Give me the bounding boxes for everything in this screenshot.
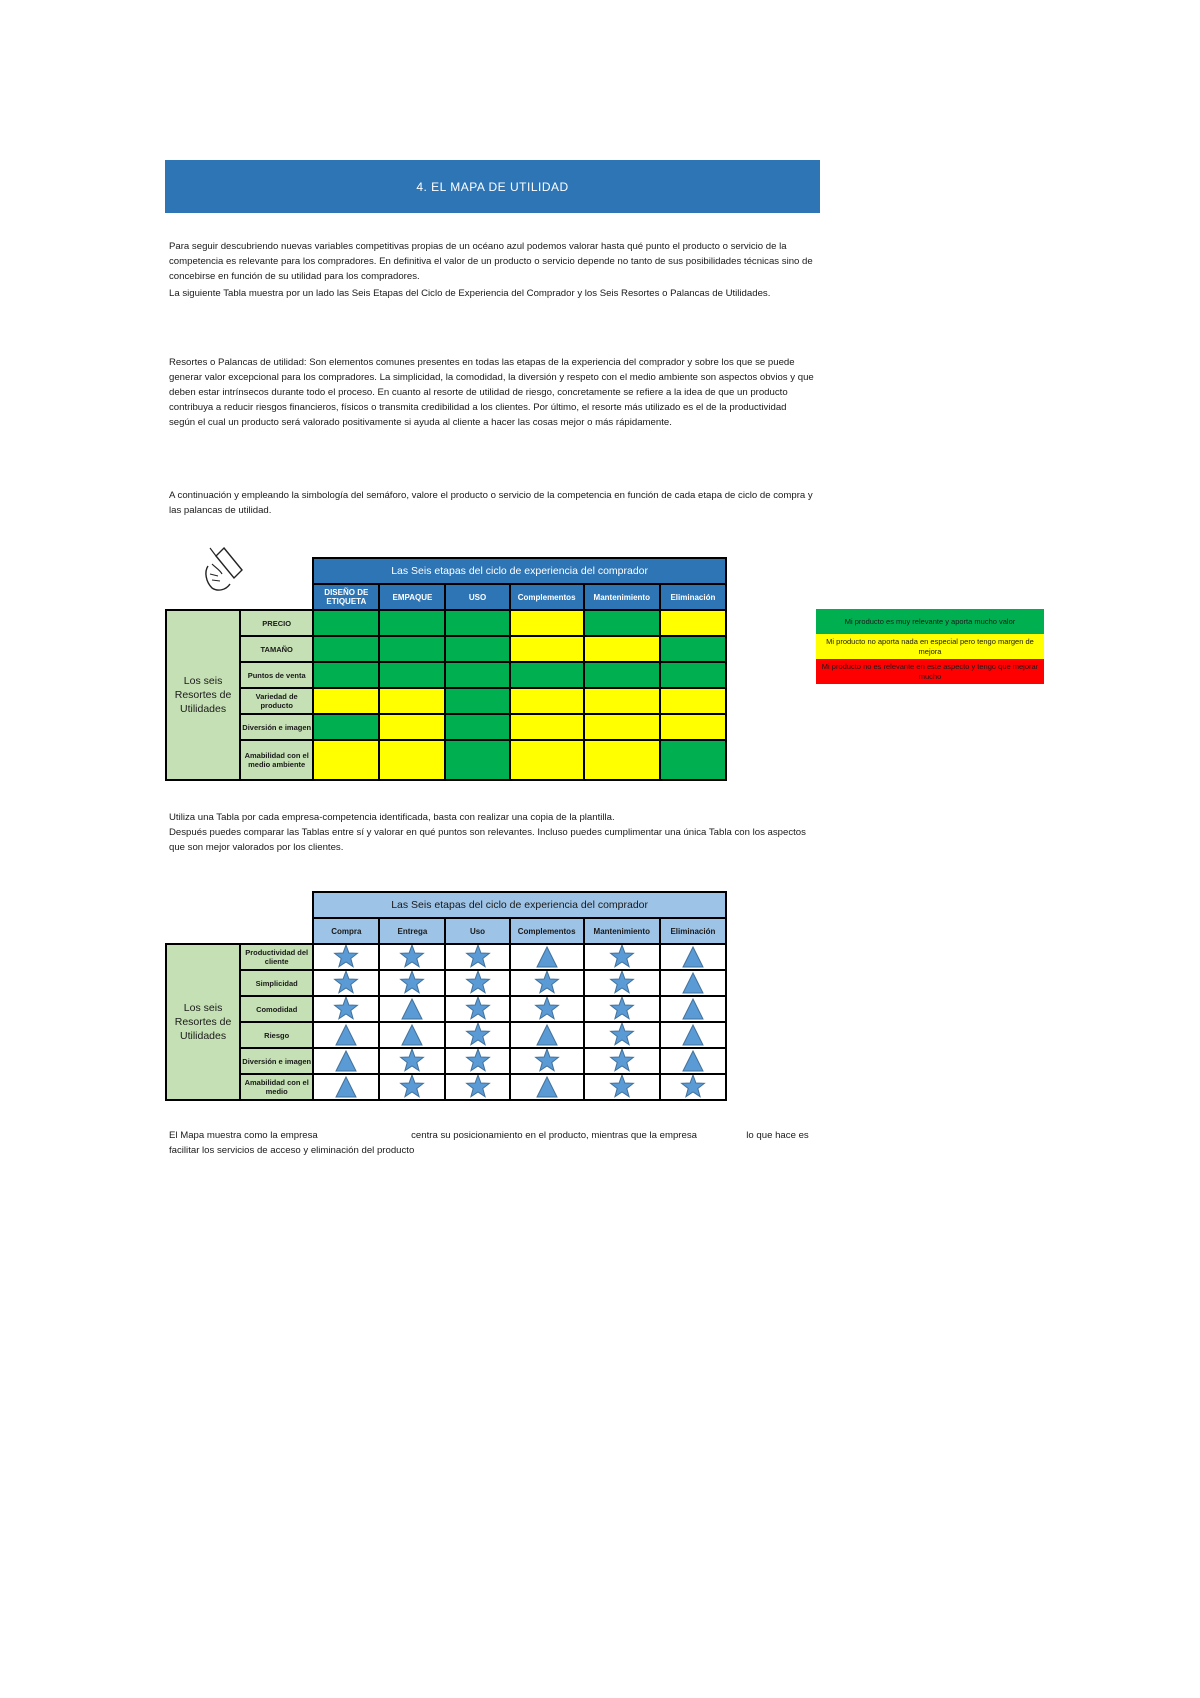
table1-col-header: EMPAQUE <box>379 584 445 610</box>
table2-cell[interactable] <box>379 996 445 1022</box>
star-icon <box>608 1049 636 1073</box>
semaforo-text <box>169 488 814 520</box>
table1-cell-yellow[interactable] <box>379 740 445 780</box>
table2-cell[interactable] <box>584 970 660 996</box>
table1-cell-green[interactable] <box>660 662 726 688</box>
table1-group-label: Los seis Resortes de Utilidades <box>166 610 240 780</box>
intro-text <box>169 239 814 303</box>
star-icon <box>464 971 492 995</box>
table1-cell-green[interactable] <box>379 662 445 688</box>
table1-col-header: USO <box>445 584 509 610</box>
table1-cell-green[interactable] <box>445 740 509 780</box>
table1-cell-green[interactable] <box>510 662 584 688</box>
table1-row-label: Diversión e imagen <box>240 714 313 740</box>
table1-col-header: Eliminación <box>660 584 726 610</box>
table2-cell[interactable] <box>379 1074 445 1100</box>
table2-row-label: Riesgo <box>240 1022 313 1048</box>
star-icon <box>608 1023 636 1047</box>
star-icon <box>464 1049 492 1073</box>
table2-cell[interactable] <box>445 1022 509 1048</box>
table2-row <box>166 1022 726 1048</box>
table1-cell-green[interactable] <box>445 636 509 662</box>
table2-col-header: Entrega <box>379 918 445 944</box>
table2-cell[interactable] <box>510 944 584 970</box>
table1-cell-green[interactable] <box>313 636 379 662</box>
table2-row-label: Simplicidad <box>240 970 313 996</box>
table1-col-header: Mantenimiento <box>584 584 660 610</box>
triangle-icon <box>332 1075 360 1099</box>
table1-cell-green[interactable] <box>379 610 445 636</box>
table2-cell[interactable] <box>313 970 379 996</box>
star-icon <box>533 1049 561 1073</box>
table1-row <box>166 610 726 636</box>
table2-cell[interactable] <box>660 1048 726 1074</box>
table2-cell[interactable] <box>313 944 379 970</box>
table1-cell-yellow[interactable] <box>660 688 726 714</box>
legend-text: Mi producto es muy relevante y aporta mucho valor <box>844 616 1016 626</box>
table1-cell-yellow[interactable] <box>510 714 584 740</box>
table2-cell[interactable] <box>660 970 726 996</box>
resortes-paragraph: Resortes o Palancas de utilidad: Son elementos comunes presentes en todas las etapas de la experiencia del comprador y sobre los que se puede generar valor excepcional para los compradores. La simplicidad, la comodidad, la diversión y respeto con el medio ambiente son aspectos obvios y que deben estar intrínsecos durante todo el proceso. En cuanto al resorte de utilidad de riesgo, concretamente se refiere a la idea de que un producto contribuya a reducir riesgos financieros, físicos o transmita credibilidad a los clientes. Por último, el resorte más utilizado es el de la productividad según el cual un producto será valorado positivamente si ayuda al cliente a hacer las cosas mejor o más rápidamente. <box>169 357 814 428</box>
table1-row-label: Amabilidad con el medio ambiente <box>240 740 313 780</box>
star-icon <box>398 945 426 969</box>
footer-part-3: lo que hace es <box>746 1130 809 1141</box>
usage-line-1: Utiliza una Tabla por cada empresa-competencia identificada, basta con realizar una copia de la plantilla. <box>169 812 615 823</box>
triangle-icon <box>533 1023 561 1047</box>
table2-cell[interactable] <box>510 996 584 1022</box>
intro-paragraph-1: Para seguir descubriendo nuevas variables competitivas propias de un océano azul podemos valorar hasta qué punto el producto o servicio de la competencia es relevante para los compradores. En definitiva el valor de un producto o servicio depende no tanto de sus posibilidades técnicas sino de concebirse en función de su utilidad para los compradores. <box>169 241 813 282</box>
table2-cell[interactable] <box>379 970 445 996</box>
table1-cell-green[interactable] <box>660 740 726 780</box>
table1-cell-green[interactable] <box>445 610 509 636</box>
table2-cell[interactable] <box>584 1048 660 1074</box>
table1-cell-green[interactable] <box>445 714 509 740</box>
table1-cell-yellow[interactable] <box>313 688 379 714</box>
table1-cell-green[interactable] <box>584 610 660 636</box>
table1-cell-yellow[interactable] <box>510 636 584 662</box>
triangle-icon <box>332 1049 360 1073</box>
table1-cell-yellow[interactable] <box>313 740 379 780</box>
table2-cell[interactable] <box>510 970 584 996</box>
table1-cell-green[interactable] <box>660 636 726 662</box>
table2-cell[interactable] <box>313 1022 379 1048</box>
table1-cell-green[interactable] <box>584 662 660 688</box>
table2-cell[interactable] <box>445 1074 509 1100</box>
semaforo-paragraph: A continuación y empleando la simbología del semáforo, valore el producto o servicio de la competencia en función de cada etapa de ciclo de compra y las palancas de utilidad. <box>169 490 813 516</box>
footer-text <box>169 1128 819 1158</box>
table2-cell[interactable] <box>510 1048 584 1074</box>
star-icon <box>464 997 492 1021</box>
star-icon <box>608 945 636 969</box>
footer-line-2: facilitar los servicios de acceso y eliminación del producto <box>169 1145 415 1156</box>
usage-line-2: Después puedes comparar las Tablas entre sí y valorar en qué puntos son relevantes. Incluso puedes cumplimentar una única Tabla con los aspectos que son mejor valorados por los clientes. <box>169 827 806 853</box>
table2-row <box>166 1074 726 1100</box>
table2-cell[interactable] <box>660 1022 726 1048</box>
triangle-icon <box>679 1023 707 1047</box>
legend-item-yellow <box>816 634 1044 659</box>
triangle-icon <box>679 1049 707 1073</box>
table1-cell-yellow[interactable] <box>584 740 660 780</box>
triangle-icon <box>679 945 707 969</box>
table2-col-header: Mantenimiento <box>584 918 660 944</box>
table1-cell-green[interactable] <box>313 662 379 688</box>
table2-cell[interactable] <box>313 1048 379 1074</box>
table1-cell-yellow[interactable] <box>584 688 660 714</box>
table1-cell-yellow[interactable] <box>510 610 584 636</box>
star-icon <box>332 945 360 969</box>
triangle-icon <box>398 997 426 1021</box>
table2-cell[interactable] <box>445 996 509 1022</box>
table1-cell-yellow[interactable] <box>379 714 445 740</box>
legend-text: Mi producto no es relevante en este aspecto y tengo que mejorar mucho <box>821 661 1039 681</box>
table2-row <box>166 996 726 1022</box>
table2-col-header: Complementos <box>510 918 584 944</box>
utility-map-table-symbols <box>165 891 727 1101</box>
table1-row-label: PRECIO <box>240 610 313 636</box>
table1-row <box>166 636 726 662</box>
table1-cell-green[interactable] <box>445 688 509 714</box>
table2-col-header: Uso <box>445 918 509 944</box>
footer-part-1: El Mapa muestra como la empresa <box>169 1130 318 1141</box>
table2-cell[interactable] <box>313 1074 379 1100</box>
table1-col-header: Complementos <box>510 584 584 610</box>
table2-row-label: Comodidad <box>240 996 313 1022</box>
table2-cell[interactable] <box>510 1022 584 1048</box>
triangle-icon <box>398 1023 426 1047</box>
triangle-icon <box>679 971 707 995</box>
legend <box>816 609 1044 684</box>
table2-row <box>166 970 726 996</box>
table2-col-header: Compra <box>313 918 379 944</box>
table2-group-label: Los seis Resortes de Utilidades <box>166 944 240 1100</box>
table2-cell[interactable] <box>584 996 660 1022</box>
star-icon <box>608 997 636 1021</box>
table2-cell[interactable] <box>660 944 726 970</box>
table2-cell[interactable] <box>445 1048 509 1074</box>
table1-row-label: Variedad de producto <box>240 688 313 714</box>
table2-cell[interactable] <box>584 1074 660 1100</box>
table1-col-header: DISEÑO DE ETIQUETA <box>313 584 379 610</box>
footer-part-2: centra su posicionamiento en el producto, mientras que la empresa <box>411 1130 697 1141</box>
star-icon <box>398 1075 426 1099</box>
legend-item-red <box>816 659 1044 684</box>
table1-row-label: TAMAÑO <box>240 636 313 662</box>
table2-cell[interactable] <box>584 1022 660 1048</box>
triangle-icon <box>533 1075 561 1099</box>
table1-row-label: Puntos de venta <box>240 662 313 688</box>
table1-cell-yellow[interactable] <box>584 636 660 662</box>
table1-row <box>166 662 726 688</box>
table2-row <box>166 1048 726 1074</box>
table2-header: Las Seis etapas del ciclo de experiencia del comprador <box>313 892 726 918</box>
table1-row <box>166 714 726 740</box>
star-icon <box>608 971 636 995</box>
page-title-banner <box>165 160 820 213</box>
table1-row <box>166 740 726 780</box>
table1-header: Las Seis etapas del ciclo de experiencia del comprador <box>313 558 726 584</box>
star-icon <box>533 997 561 1021</box>
star-icon <box>679 1075 707 1099</box>
table2-cell[interactable] <box>584 944 660 970</box>
table2-row-label: Productividad del cliente <box>240 944 313 970</box>
star-icon <box>398 971 426 995</box>
table1-cell-yellow[interactable] <box>510 740 584 780</box>
table2-cell[interactable] <box>445 944 509 970</box>
table2-cell[interactable] <box>510 1074 584 1100</box>
table1-cell-green[interactable] <box>313 714 379 740</box>
table2-cell[interactable] <box>313 996 379 1022</box>
star-icon <box>533 971 561 995</box>
triangle-icon <box>533 945 561 969</box>
usage-text <box>169 810 814 855</box>
triangle-icon <box>679 997 707 1021</box>
table2-cell[interactable] <box>660 996 726 1022</box>
table2-row <box>166 944 726 970</box>
resortes-text <box>169 355 814 432</box>
table1-cell-yellow[interactable] <box>660 610 726 636</box>
table1-cell-green[interactable] <box>379 636 445 662</box>
star-icon <box>332 971 360 995</box>
table1-cell-yellow[interactable] <box>379 688 445 714</box>
table1-row <box>166 688 726 714</box>
legend-item-green <box>816 609 1044 634</box>
table2-col-header: Eliminación <box>660 918 726 944</box>
star-icon <box>464 945 492 969</box>
table1-cell-yellow[interactable] <box>584 714 660 740</box>
table1-cell-green[interactable] <box>313 610 379 636</box>
table2-row-label: Diversión e imagen <box>240 1048 313 1074</box>
table1-cell-yellow[interactable] <box>510 688 584 714</box>
table1-cell-yellow[interactable] <box>660 714 726 740</box>
table2-cell[interactable] <box>379 944 445 970</box>
table2-row-label: Amabilidad con el medio <box>240 1074 313 1100</box>
legend-text: Mi producto no aporta nada en especial pero tengo margen de mejora <box>826 636 1034 656</box>
star-icon <box>464 1023 492 1047</box>
star-icon <box>608 1075 636 1099</box>
utility-map-table-colors <box>165 557 727 781</box>
table2-cell[interactable] <box>660 1074 726 1100</box>
triangle-icon <box>332 1023 360 1047</box>
star-icon <box>398 1049 426 1073</box>
intro-paragraph-2: La siguiente Tabla muestra por un lado las Seis Etapas del Ciclo de Experiencia del Comprador y los Seis Resortes o Palancas de Utilidades. <box>169 288 771 299</box>
star-icon <box>332 997 360 1021</box>
table2-cell[interactable] <box>379 1048 445 1074</box>
star-icon <box>464 1075 492 1099</box>
table2-cell[interactable] <box>379 1022 445 1048</box>
table1-cell-green[interactable] <box>445 662 509 688</box>
page-title: 4. EL MAPA DE UTILIDAD <box>416 179 569 194</box>
table2-cell[interactable] <box>445 970 509 996</box>
